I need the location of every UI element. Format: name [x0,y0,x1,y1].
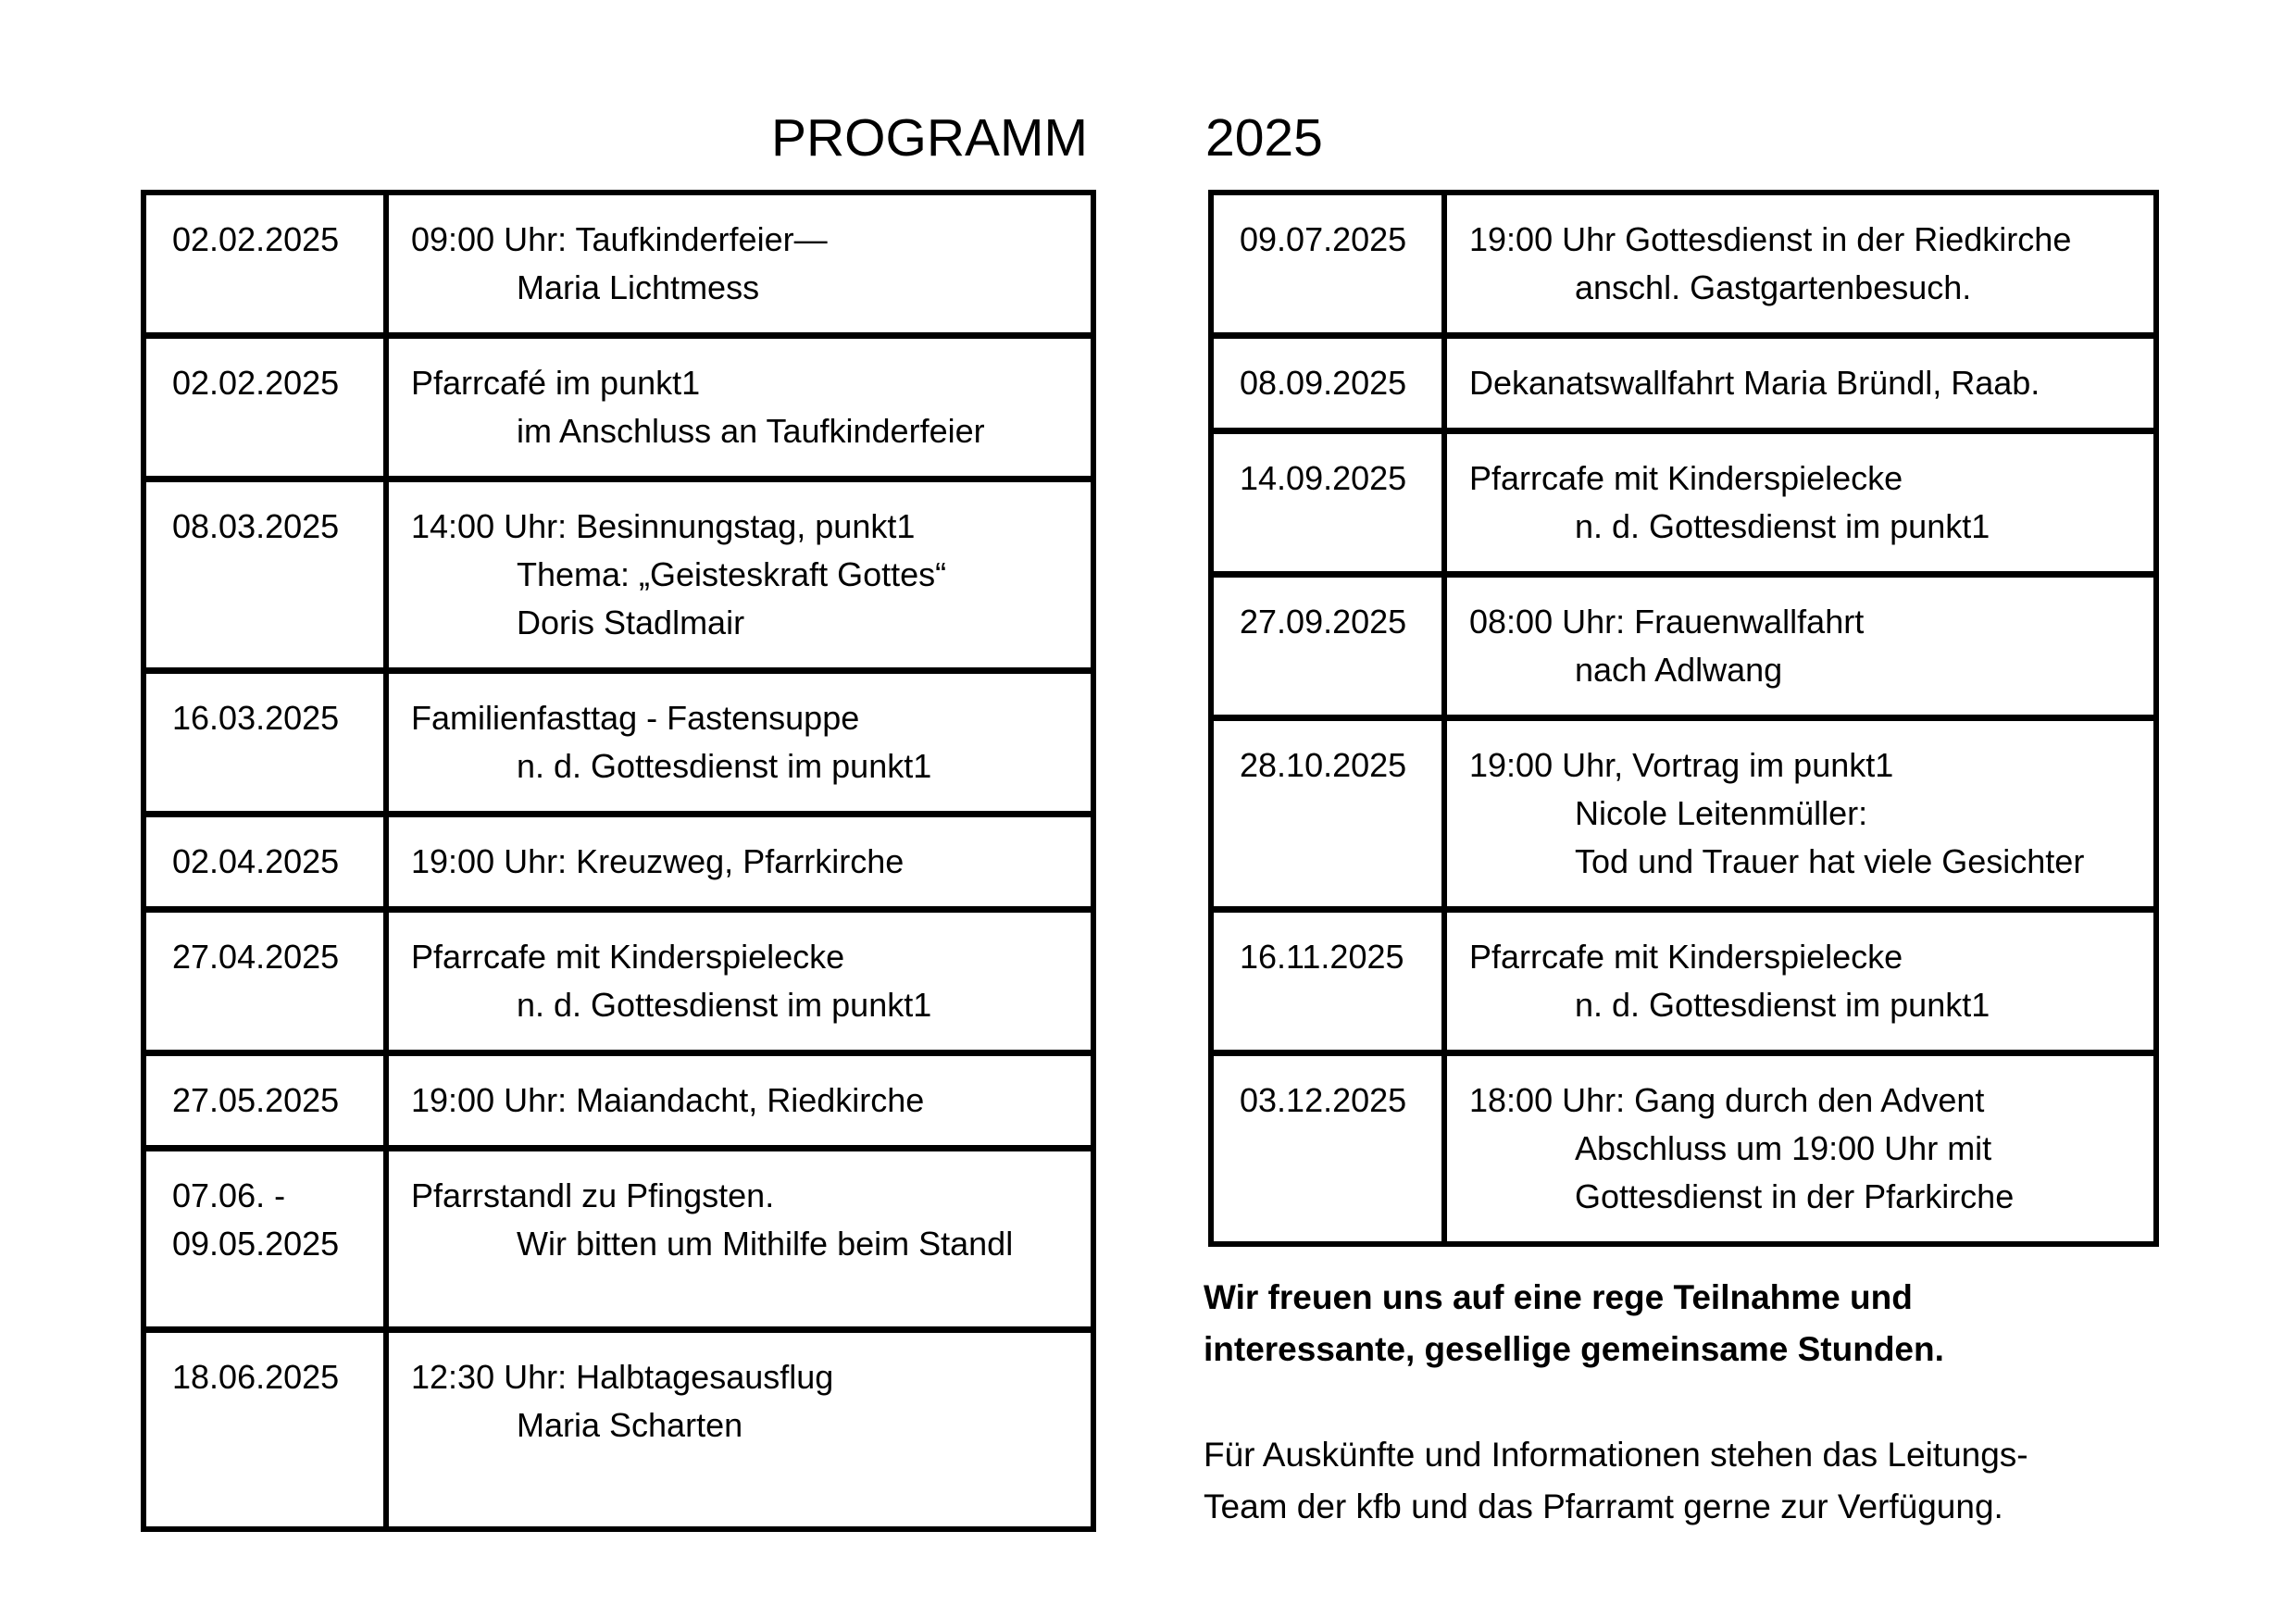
event-line-continuation: Maria Lichtmess [517,268,760,306]
date-cell [1214,721,1447,906]
event-cell [389,817,1091,906]
event-line-continuation: Nicole Leitenmüller: [1575,794,1868,832]
date-cell [146,1056,389,1145]
event-line-continuation: nach Adlwang [1575,651,1783,689]
event-line-continuation: im Anschluss an Taufkinderfeier [517,412,985,450]
table-row [146,913,1091,1056]
text-line: 12:30 Uhr: Halbtagesausflug [411,1358,834,1396]
table-row [146,674,1091,817]
date-cell [146,913,389,1050]
date-cell [146,339,389,476]
date-cell [146,817,389,906]
text-line: 28.10.2025 [1240,746,1407,784]
event-cell [1447,913,2153,1050]
text-line: 19:00 Uhr Gottesdienst in der Riedkirche [1469,220,2072,258]
title-word-year: 2025 [1205,108,1323,168]
table-row [146,1333,1091,1526]
table-row [1214,339,2153,434]
text-line: 03.12.2025 [1240,1081,1407,1119]
text-line: 09.07.2025 [1240,220,1407,258]
event-line-continuation: Wir bitten um Mithilfe beim Standl [517,1225,1014,1263]
text-line: 02.02.2025 [172,364,340,402]
date-cell [1214,339,1447,428]
text-line: Pfarrcafé im punkt1 [411,364,701,402]
text-line: Dekanatswallfahrt Maria Bründl, Raab. [1469,364,2040,402]
text-line: 18:00 Uhr: Gang durch den Advent [1469,1081,1985,1119]
text-line: Familienfasttag - Fastensuppe [411,699,860,737]
date-cell [1214,434,1447,571]
text-line: Pfarrcafe mit Kinderspielecke [1469,459,1903,497]
table-row [1214,721,2153,913]
event-cell [389,674,1091,811]
text-line: 08:00 Uhr: Frauenwallfahrt [1469,603,1865,641]
date-cell [146,1151,389,1326]
page-title [771,109,1323,167]
event-cell [1447,721,2153,906]
date-cell [1214,195,1447,332]
date-cell [1214,1056,1447,1241]
text-line: 09.05.2025 [172,1225,340,1263]
text-line: 27.04.2025 [172,938,340,976]
text-line: Pfarrcafe mit Kinderspielecke [411,938,845,976]
footer-bold-line: interessante, gesellige gemeinsame Stunden. [1204,1330,1944,1368]
text-line: 19:00 Uhr, Vortrag im punkt1 [1469,746,1894,784]
event-cell [1447,1056,2153,1241]
text-line: Pfarrstandl zu Pfingsten. [411,1176,775,1214]
text-line: 18.06.2025 [172,1358,340,1396]
text-line: 27.09.2025 [1240,603,1407,641]
event-cell [1447,434,2153,571]
footer-text [1204,1272,2185,1533]
date-cell [146,195,389,332]
footer-bold-paragraph [1204,1272,2185,1375]
text-line: Pfarrcafe mit Kinderspielecke [1469,938,1903,976]
schedule-table-first-half [141,190,1096,1532]
footer-info-paragraph [1204,1429,2185,1533]
table-row [1214,434,2153,578]
footer-bold-line: Wir freuen uns auf eine rege Teilnahme und [1204,1278,1913,1316]
event-line-continuation: Gottesdienst in der Pfarkirche [1575,1177,2015,1215]
text-line: 14:00 Uhr: Besinnungstag, punkt1 [411,507,916,545]
date-cell [146,674,389,811]
text-line: 19:00 Uhr: Kreuzweg, Pfarrkirche [411,842,905,880]
event-line-continuation: Thema: „Geisteskraft Gottes“ [517,555,947,593]
event-cell [389,913,1091,1050]
date-cell [1214,578,1447,715]
text-line: 19:00 Uhr: Maiandacht, Riedkirche [411,1081,925,1119]
date-cell [146,482,389,667]
event-line-continuation: n. d. Gottesdienst im punkt1 [517,747,932,785]
title-word-programm: PROGRAMM [771,108,1088,168]
event-cell [389,339,1091,476]
table-row [146,1151,1091,1333]
table-row [1214,1056,2153,1241]
event-cell [1447,339,2153,428]
table-row [146,195,1091,339]
table-row [146,339,1091,482]
event-line-continuation: n. d. Gottesdienst im punkt1 [1575,986,1990,1024]
footer-info-line: Team der kfb und das Pfarramt gerne zur Verfügung. [1204,1487,2003,1525]
text-line: 14.09.2025 [1240,459,1407,497]
schedule-table-second-half [1208,190,2159,1247]
event-cell [389,1333,1091,1526]
text-line: 08.09.2025 [1240,364,1407,402]
event-cell [389,1151,1091,1326]
event-line-continuation: Maria Scharten [517,1406,743,1444]
event-cell [389,195,1091,332]
event-line-continuation: n. d. Gottesdienst im punkt1 [517,986,932,1024]
text-line: 02.04.2025 [172,842,340,880]
event-cell [1447,578,2153,715]
footer-info-line: Für Auskünfte und Informationen stehen das Leitungs- [1204,1436,2028,1474]
text-line: 07.06. - [172,1176,286,1214]
table-row [1214,578,2153,721]
text-line: 08.03.2025 [172,507,340,545]
event-line-continuation: Tod und Trauer hat viele Gesichter [1575,842,2085,880]
table-row [146,817,1091,913]
event-line-continuation: n. d. Gottesdienst im punkt1 [1575,507,1990,545]
text-line: 16.03.2025 [172,699,340,737]
event-line-continuation: Doris Stadlmair [517,604,745,641]
text-line: 16.11.2025 [1240,938,1404,976]
table-row [1214,195,2153,339]
date-cell [146,1333,389,1526]
event-line-continuation: Abschluss um 19:00 Uhr mit [1575,1129,1992,1167]
table-row [1214,913,2153,1056]
text-line: 02.02.2025 [172,220,340,258]
event-line-continuation: anschl. Gastgartenbesuch. [1575,268,1972,306]
text-line: 27.05.2025 [172,1081,340,1119]
event-cell [389,482,1091,667]
text-line: 09:00 Uhr: Taufkinderfeier— [411,220,828,258]
event-cell [389,1056,1091,1145]
table-row [146,1056,1091,1151]
date-cell [1214,913,1447,1050]
table-row [146,482,1091,674]
event-cell [1447,195,2153,332]
